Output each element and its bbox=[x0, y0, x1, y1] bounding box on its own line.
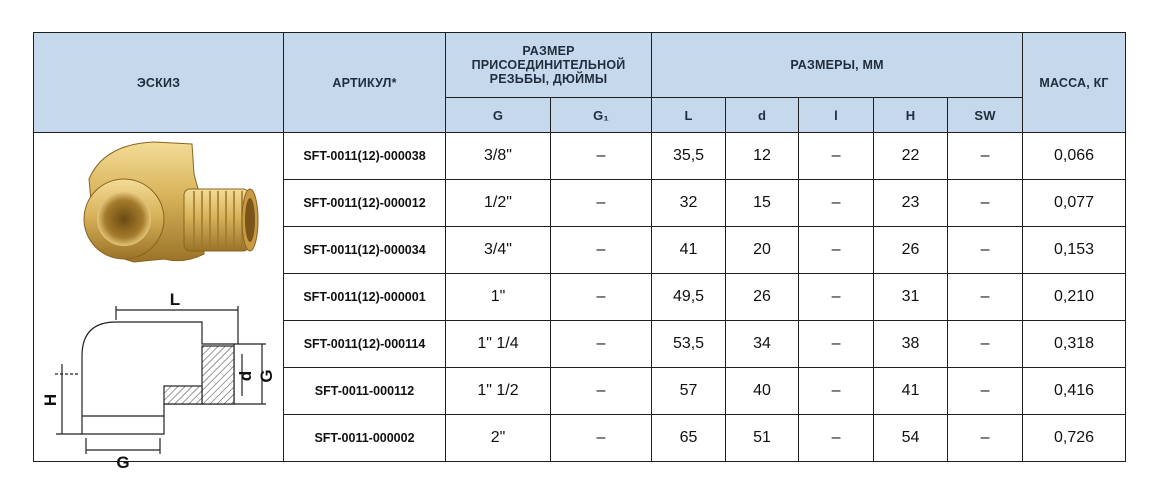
subheader-SW: SW bbox=[948, 98, 1023, 133]
cell-G: 2" bbox=[446, 415, 551, 462]
cell-article: SFT-0011(12)-000001 bbox=[284, 274, 446, 321]
cell-L: 35,5 bbox=[652, 133, 726, 180]
header-mass: МАССА, КГ bbox=[1023, 33, 1126, 133]
cell-L: 57 bbox=[652, 368, 726, 415]
header-article: АРТИКУЛ* bbox=[284, 33, 446, 133]
table-row bbox=[34, 133, 1126, 180]
fitting-drawing bbox=[54, 306, 266, 454]
cell-d: 51 bbox=[726, 415, 799, 462]
cell-mass: 0,726 bbox=[1023, 415, 1126, 462]
cell-G1: – bbox=[551, 133, 652, 180]
cell-mass: 0,077 bbox=[1023, 180, 1126, 227]
cell-G1: – bbox=[551, 321, 652, 368]
cell-H: 22 bbox=[874, 133, 948, 180]
cell-L: 41 bbox=[652, 227, 726, 274]
cell-SW: – bbox=[948, 227, 1023, 274]
cell-d: 40 bbox=[726, 368, 799, 415]
cell-article: SFT-0011-000112 bbox=[284, 368, 446, 415]
fitting-sketch bbox=[34, 134, 282, 472]
cell-l: – bbox=[799, 133, 874, 180]
cell-article: SFT-0011(12)-000038 bbox=[284, 133, 446, 180]
header-thread-line-1: РАЗМЕР bbox=[522, 44, 575, 58]
cell-SW: – bbox=[948, 368, 1023, 415]
drawing-label-L: L bbox=[169, 290, 181, 309]
cell-H: 31 bbox=[874, 274, 948, 321]
cell-SW: – bbox=[948, 180, 1023, 227]
cell-l: – bbox=[799, 274, 874, 321]
cell-L: 65 bbox=[652, 415, 726, 462]
cell-H: 41 bbox=[874, 368, 948, 415]
subheader-L: L bbox=[652, 98, 726, 133]
cell-G: 1" bbox=[446, 274, 551, 321]
cell-G: 3/8" bbox=[446, 133, 551, 180]
cell-G1: – bbox=[551, 274, 652, 321]
cell-H: 26 bbox=[874, 227, 948, 274]
header-dimensions: РАЗМЕРЫ, ММ bbox=[652, 33, 1023, 98]
drawing-label-G-right: G bbox=[257, 369, 276, 383]
sketch-cell bbox=[34, 133, 284, 472]
cell-mass: 0,318 bbox=[1023, 321, 1126, 368]
drawing-label-H: H bbox=[41, 393, 60, 407]
cell-SW: – bbox=[948, 274, 1023, 321]
subheader-H: H bbox=[874, 98, 948, 133]
cell-d: 15 bbox=[726, 180, 799, 227]
cell-G1: – bbox=[551, 227, 652, 274]
cell-d: 34 bbox=[726, 321, 799, 368]
header-sketch: ЭСКИЗ bbox=[34, 33, 284, 133]
cell-article: SFT-0011(12)-000012 bbox=[284, 180, 446, 227]
cell-SW: – bbox=[948, 321, 1023, 368]
spec-table bbox=[33, 32, 1126, 472]
cell-L: 32 bbox=[652, 180, 726, 227]
drawing-label-d: d bbox=[236, 370, 255, 382]
cell-G1: – bbox=[551, 415, 652, 462]
subheader-d: d bbox=[726, 98, 799, 133]
cell-H: 54 bbox=[874, 415, 948, 462]
cell-d: 20 bbox=[726, 227, 799, 274]
cell-d: 26 bbox=[726, 274, 799, 321]
cell-H: 38 bbox=[874, 321, 948, 368]
subheader-l: l bbox=[799, 98, 874, 133]
cell-article: SFT-0011(12)-000114 bbox=[284, 321, 446, 368]
cell-L: 53,5 bbox=[652, 321, 726, 368]
cell-G1: – bbox=[551, 368, 652, 415]
cell-SW: – bbox=[948, 133, 1023, 180]
cell-L: 49,5 bbox=[652, 274, 726, 321]
cell-mass: 0,210 bbox=[1023, 274, 1126, 321]
cell-G: 1/2" bbox=[446, 180, 551, 227]
cell-d: 12 bbox=[726, 133, 799, 180]
cell-G: 3/4" bbox=[446, 227, 551, 274]
cell-l: – bbox=[799, 321, 874, 368]
cell-SW: – bbox=[948, 415, 1023, 462]
cell-mass: 0,416 bbox=[1023, 368, 1126, 415]
header-thread-line-3: РЕЗЬБЫ, ДЮЙМЫ bbox=[489, 72, 608, 86]
header-thread-line-2: ПРИСОЕДИНИТЕЛЬНОЙ bbox=[471, 58, 626, 72]
cell-l: – bbox=[799, 227, 874, 274]
cell-G: 1" 1/4 bbox=[446, 321, 551, 368]
cell-G1: – bbox=[551, 180, 652, 227]
cell-G: 1" 1/2 bbox=[446, 368, 551, 415]
fitting-photo bbox=[84, 142, 258, 262]
drawing-label-G-bottom: G bbox=[116, 453, 130, 472]
header-thread-size bbox=[446, 33, 652, 98]
cell-article: SFT-0011(12)-000034 bbox=[284, 227, 446, 274]
subheader-G1: G₁ bbox=[551, 98, 652, 133]
cell-l: – bbox=[799, 180, 874, 227]
cell-mass: 0,066 bbox=[1023, 133, 1126, 180]
cell-l: – bbox=[799, 415, 874, 462]
cell-H: 23 bbox=[874, 180, 948, 227]
cell-mass: 0,153 bbox=[1023, 227, 1126, 274]
cell-article: SFT-0011-000002 bbox=[284, 415, 446, 462]
subheader-G: G bbox=[446, 98, 551, 133]
cell-l: – bbox=[799, 368, 874, 415]
